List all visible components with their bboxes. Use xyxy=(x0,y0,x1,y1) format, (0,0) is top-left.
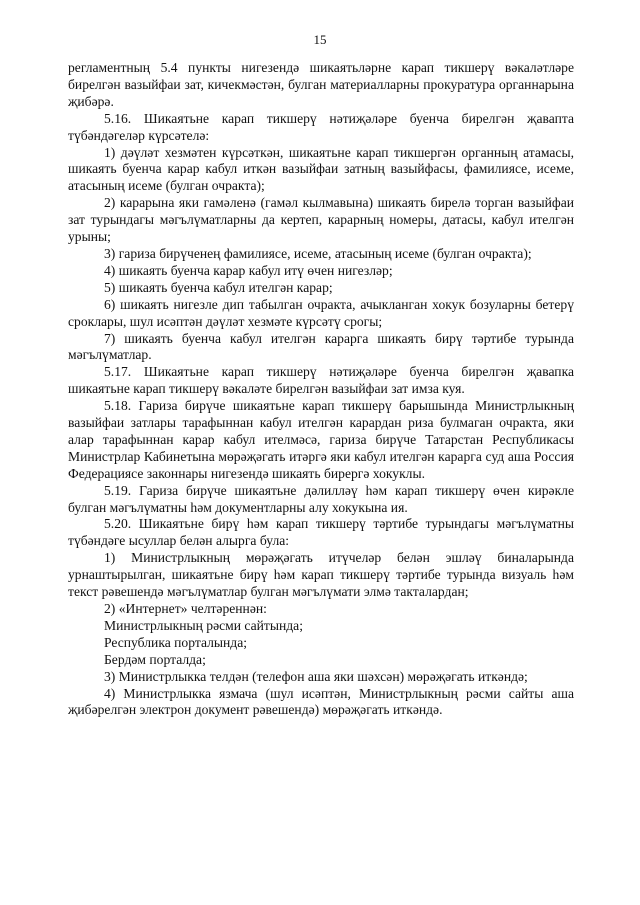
method-item-1: 1) Министрлыкның мөрәҗәгать итүчеләр белән эшләү биналарында урнаштырылган, шикаятьне бирү һәм карап тикшерү тәртибе турында визуаль һәм текст рәвешендә мәгълүматлар булган мәгълүмати элмә такталардан; xyxy=(68,550,574,600)
internet-sub-item-official-site: Министрлыкның рәсми сайтында; xyxy=(104,617,303,633)
paragraph-5-16: 5.16. Шикаятьне карап тикшерү нәтиҗәләре буенча бирелгән җавапта түбәндәгеләр күрсәтелә: xyxy=(68,110,574,143)
list-item-2: 2) карарына яки гамәленә (гамәл кылмавына) шикаять бирелә торган вазыйфаи зат турындагы мәгълүматларны да кертеп, карарның номеры, датасы, кабул ителгән урыны; xyxy=(68,195,574,245)
internet-sub-item-unified-portal: Бердәм порталда; xyxy=(104,651,206,667)
page-number: 15 xyxy=(313,32,327,47)
list-item-5: 5) шикаять буенча кабул ителгән карар; xyxy=(104,279,333,295)
method-item-2: 2) «Интернет» челтәреннән: xyxy=(104,601,267,616)
list-item-7: 7) шикаять буенча кабул ителгән карарга шикаять бирү тәртибе турында мәгълүматлар. xyxy=(68,330,574,363)
paragraph-continuation: регламентның 5.4 пункты нигезендә шикаятьләрне карап тикшерү вәкаләтләре бирелгән вазыйфаи зат, кичекмәстән, булган материалларны прокуратура органнарына җибәрә. xyxy=(68,60,574,109)
list-item-4: 4) шикаять буенча карар кабул итү өчен нигезләр; xyxy=(104,262,393,278)
list-item-6: 6) шикаять нигезле дип табылган очракта, ачыкланган хокук бозуларны бетерү сроклары, шул исәптән дәүләт хезмәте күрсәтү срогы; xyxy=(68,296,574,329)
list-item-3: 3) гариза бирүченең фамилиясе, исеме, атасының исеме (булган очракта); xyxy=(104,245,532,261)
paragraph-5-17: 5.17. Шикаятьне карап тикшерү нәтиҗәләре буенча бирелгән җавапка шикаятьне карап тикшерү вәкаләте бирелгән вазыйфаи зат имза куя. xyxy=(68,364,574,397)
list-item-1: 1) дәүләт хезмәтен күрсәткән, шикаятьне карап тикшергән органның атамасы, шикаять буенча карар кабул иткән вазыйфаи затның вазыйфасы, фамилиясе, исеме, атасының исеме (булган очракта); xyxy=(68,144,574,194)
method-item-3: 3) Министрлыкка телдән (телефон аша яки шәхсән) мөрәҗәгать иткәндә; xyxy=(104,668,528,684)
method-item-4: 4) Министрлыкка язмача (шул исәптән, Министрлыкның рәсми сайты аша җибәрелгән электрон документ рәвешендә) мөрәҗәгать иткәндә. xyxy=(68,685,574,718)
paragraph-5-19: 5.19. Гариза бирүче шикаятьне дәлилләү һәм карап тикшерү өчен кирәкле булган мәгълүматны һәм документларны алу хокукына ия. xyxy=(68,482,574,515)
paragraph-5-18: 5.18. Гариза бирүче шикаятьне карап тикшерү барышында Министрлыкның вазыйфаи затлары тарафыннан кабул ителгән карардан риза булмаган очракта, яки алар тарафыннан карар кабул ителмәсә, гариза бирүче Татарстан Республикасы Министрлар Кабинетына мөрәҗәгать итәргә яки кабул ителгән карарга суд аша Россия Федерациясе законнары нигезендә шикаять бирергә хокуклы. xyxy=(68,398,574,481)
document-body xyxy=(68,60,574,719)
internet-sub-item-republic-portal: Республика порталында; xyxy=(104,634,248,650)
paragraph-5-20: 5.20. Шикаятьне бирү һәм карап тикшерү тәртибе турындагы мәгълүматны түбәндәге ысуллар белән алырга була: xyxy=(68,516,574,549)
